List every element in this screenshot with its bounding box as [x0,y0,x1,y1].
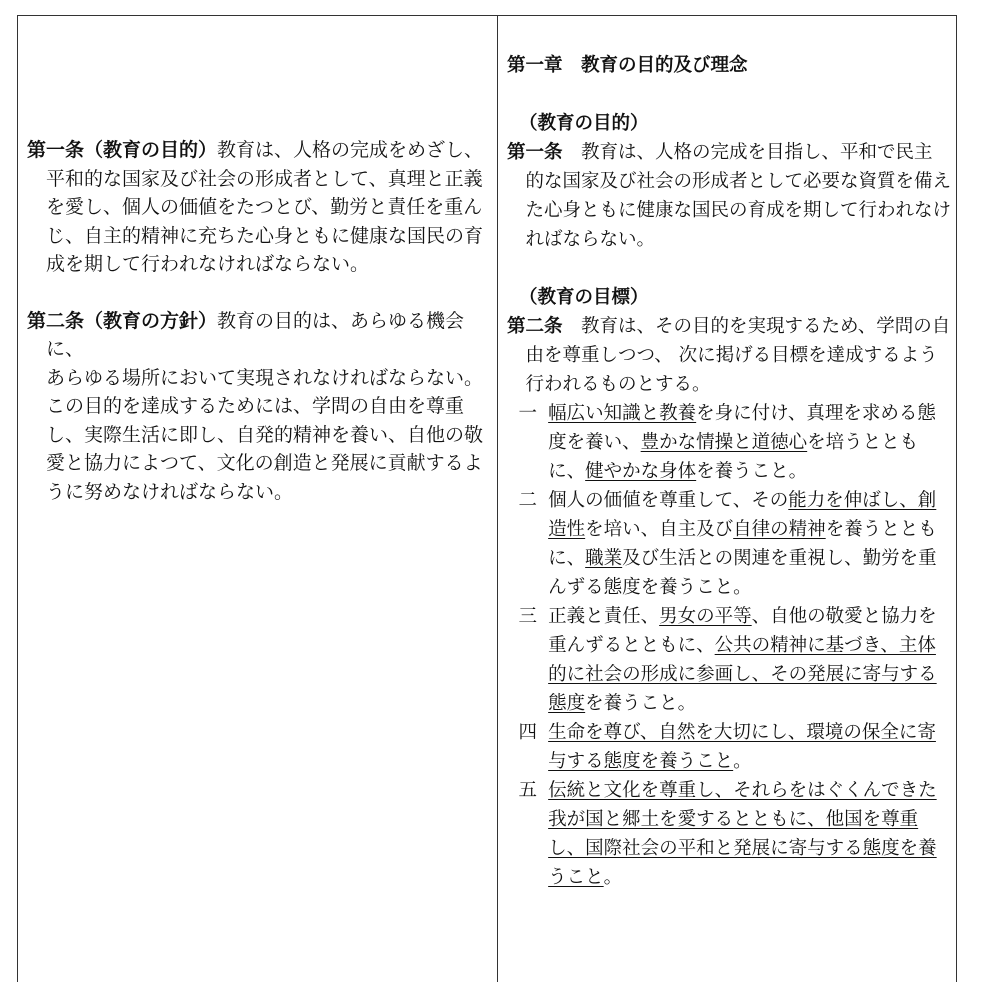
goal-underlined-text: 健やかな身体 [585,461,697,482]
old-article-2 [27,307,493,507]
goal-underlined-text: 能力を伸ばし、創造性 [548,490,937,540]
article-1-caption: （教育の目的） [519,113,649,134]
goal-text: を身に付け、真理を求める態度を養い、 [548,403,936,453]
goal-underlined-text: 男女の平等 [659,606,752,627]
goal-item-number: 五 [518,780,538,801]
old-article-2-text-first: 教育の目的は、あらゆる機会に、 [46,309,465,360]
new-law-column [507,15,951,892]
goals-list [507,399,951,892]
goal-item-number: 二 [518,490,538,511]
column-divider [497,15,498,982]
goal-text: を培うとともに、 [548,432,919,482]
goal-text: 。 [733,751,752,772]
article-2-caption: （教育の目標） [519,287,649,308]
goal-text: 個人の価値を尊重して、その [548,490,789,511]
goal-text: を養うこと。 [696,461,808,482]
chapter-heading: 第一章 教育の目的及び理念 [507,55,748,76]
goal-text: を養うとともに、 [548,519,937,569]
goal-underlined-text: 自律の精神 [733,519,826,540]
goal-item [513,718,951,776]
goal-item [513,602,951,718]
goal-text: を養うこと。 [585,693,697,714]
goal-item [513,399,951,486]
goal-text: 及び生活との関連を重視し、勤労を重んずる態度を養うこと。 [548,548,937,598]
new-article-2-text: 教育は、その目的を実現するため、学問の自由を尊重しつつ、 次に掲げる目標を達成するよう行われるものとする。 [525,316,951,395]
new-article-2-label: 第二条 [507,316,563,337]
goal-text: 。 [603,867,623,888]
goal-text: 正義と責任、 [548,606,660,627]
goal-item-number: 四 [518,722,538,743]
new-article-1-label: 第一条 [507,142,563,163]
goal-underlined-text: 生命を尊び、自然を大切にし、環境の保全に寄与する態度を養うこと [548,722,936,772]
goal-underlined-text: 幅広い知識と教養 [548,403,697,424]
old-article-2-text: あらゆる場所において実現されなければならない。この目的を達成するためには、学問の自由を尊重し、実際生活に即し、自発的精神を養い、自他の敬愛と協力によつて、文化の創造と発展に貢献するように努めなければならない。 [46,366,484,503]
goal-underlined-text: 職業 [585,548,623,569]
goal-item [513,486,951,602]
new-article-2 [507,312,951,399]
goal-underlined-text: 公共の精神に基づき、主体的に社会の形成に参画し、その発展に寄与する態度 [548,635,937,714]
old-article-1 [27,136,493,279]
old-article-2-heading: 第二条（教育の方針） [27,309,218,332]
goal-item-number: 三 [518,606,538,627]
goal-item-number: 一 [518,403,538,424]
goal-underlined-text: 伝統と文化を尊重し、それらをはぐくんできた我が国と郷土を愛するとともに、他国を尊重し、国際社会の平和と発展に寄与する態度を養うこと [548,780,937,888]
old-article-1-text: 教育は、人格の完成をめざし、平和的な国家及び社会の形成者として、真理と正義を愛し、個人の価値をたつとび、勤労と責任を重んじ、自主的精神に充ちた心身ともに健康な国民の育成を期して行われなければならない。 [46,139,484,275]
goal-underlined-text: 豊かな情操と道徳心 [640,432,808,453]
goal-text: を培い、自主及び [585,519,734,540]
goal-text: 、自他の敬愛と協力を重んずるとともに、 [548,606,937,656]
goal-item [513,776,951,892]
new-article-1 [507,138,951,254]
old-law-column [27,15,493,506]
old-article-1-heading: 第一条（教育の目的） [27,139,218,161]
new-article-1-text: 教育は、人格の完成を目指し、平和で民主的な国家及び社会の形成者として必要な資質を備えた心身ともに健康な国民の育成を期して行われなければならない。 [525,142,952,250]
